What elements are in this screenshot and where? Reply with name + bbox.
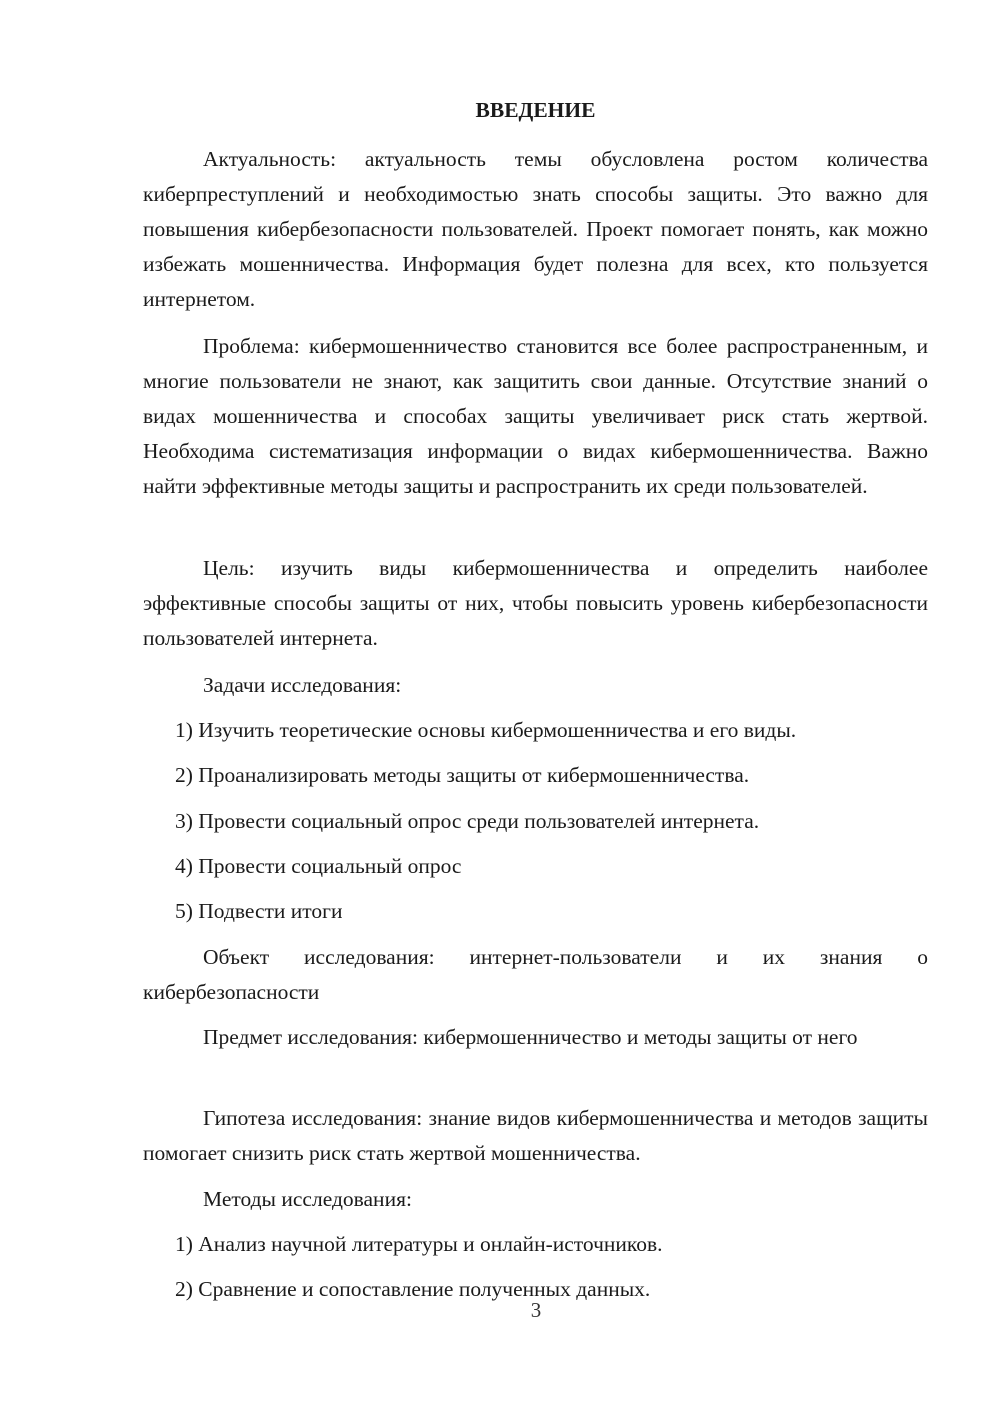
object-paragraph: Объект исследования: интернет-пользователи и их знания о кибербезопасности [143, 945, 928, 1004]
tasks-title: Задачи исследования: [203, 673, 402, 697]
task-item: 3) Провести социальный опрос среди пользователей интернета. [175, 809, 760, 833]
hypothesis-paragraph: Гипотеза исследования: знание видов кибермошенничества и методов защиты помогает снизить риск стать жертвой мошенничества. [143, 1106, 928, 1165]
method-item: 1) Анализ научной литературы и онлайн-источников. [175, 1232, 663, 1256]
problem-paragraph: Проблема: кибермошенничество становится все более распространенным, и многие пользователи не знают, как защитить свои данные. Отсутствие знаний о видах мошенничества и способах защиты увеличивает риск стать жертвой. Необходима систематизация информации о видах кибермошенничества. Важно найти эффективные методы защиты и распространить их среди пользователей. [143, 334, 928, 498]
subject-paragraph: Предмет исследования: кибермошенничество и методы защиты от него [203, 1025, 858, 1049]
relevance-paragraph: Актуальность: актуальность темы обусловлена ростом количества киберпреступлений и необходимостью знать способы защиты. Это важно для повышения кибербезопасности пользователей. Проект помогает понять, как можно избежать мошенничества. Информация будет полезна для всех, кто пользуется интернетом. [143, 147, 928, 311]
page-number: 3 [530, 1298, 542, 1322]
goal-paragraph: Цель: изучить виды кибермошенничества и определить наиболее эффективные способы защиты от них, чтобы повысить уровень кибербезопасности пользователей интернета. [143, 556, 928, 650]
section-heading: ВВЕДЕНИЕ [475, 98, 596, 122]
task-item: 4) Провести социальный опрос [175, 854, 462, 878]
task-item: 1) Изучить теоретические основы кибермошенничества и его виды. [175, 718, 797, 742]
method-item: 2) Сравнение и сопоставление полученных данных. [175, 1277, 651, 1301]
task-item: 5) Подвести итоги [175, 899, 343, 923]
methods-title: Методы исследования: [203, 1187, 412, 1211]
task-item: 2) Проанализировать методы защиты от кибермошенничества. [175, 763, 750, 787]
